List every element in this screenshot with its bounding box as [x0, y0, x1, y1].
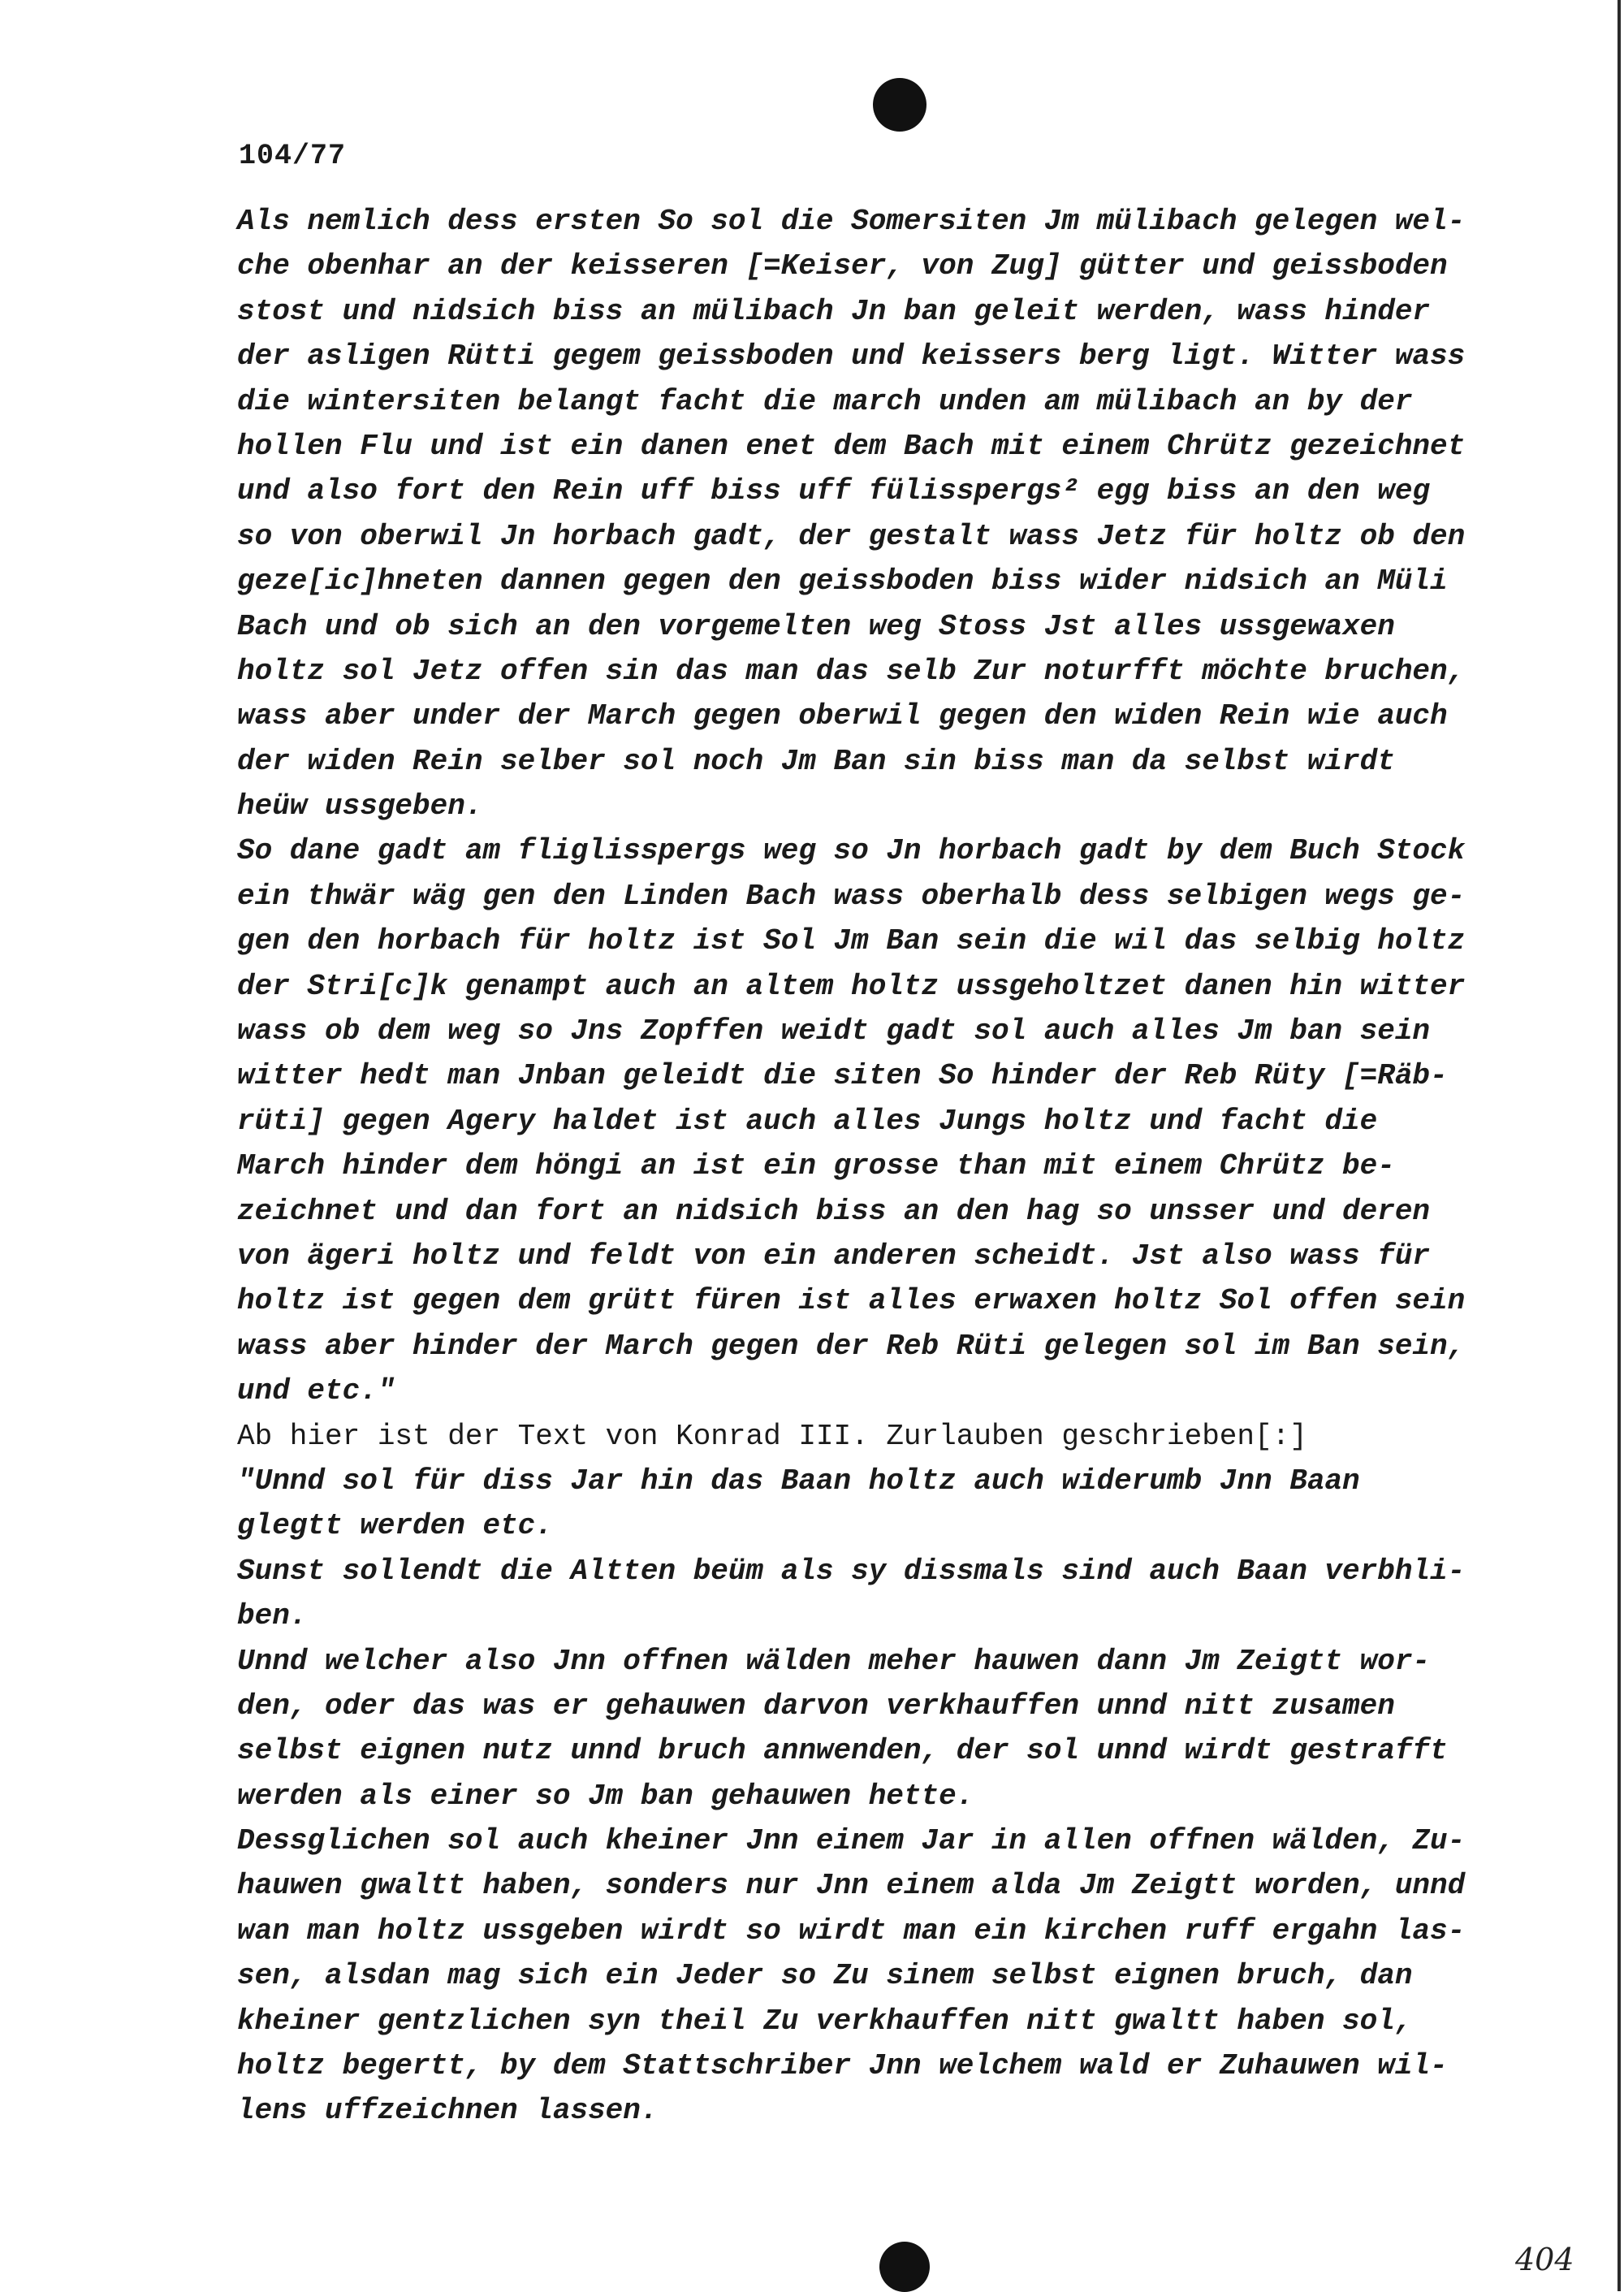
text-line: rüti] gegen Agery haldet ist auch alles Jungs holtz und facht die: [237, 1104, 1378, 1138]
text-line: gen den horbach für holtz ist Sol Jm Ban sein die wil das selbig holtz: [237, 924, 1466, 958]
transcription-text: [237, 199, 1504, 2134]
text-line: wass aber hinder der March gegen der Reb Rüti gelegen sol im Ban sein,: [237, 1329, 1466, 1363]
text-line: wass aber under der March gegen oberwil gegen den widen Rein wie auch: [237, 699, 1448, 733]
text-line: witter hedt man Jnban geleidt die siten So hinder der Reb Rüty [=Räb-: [237, 1059, 1448, 1093]
text-line: kheiner gentzlichen syn theil Zu verkhauffen nitt gwaltt haben sol,: [237, 2004, 1413, 2038]
text-line: March hinder dem höngi an ist ein grosse than mit einem Chrütz be-: [237, 1149, 1395, 1183]
punch-hole-bottom: [879, 2242, 930, 2292]
text-line: Dessglichen sol auch kheiner Jnn einem Jar in allen offnen wälden, Zu-: [237, 1824, 1466, 1858]
text-line: und etc.": [237, 1374, 395, 1408]
text-line: zeichnet und dan fort an nidsich biss an den hag so unsser und deren: [237, 1194, 1431, 1228]
handwritten-page-number: 404: [1515, 2242, 1574, 2277]
text-line: Bach und ob sich an den vorgemelten weg Stoss Jst alles ussgewaxen: [237, 609, 1395, 643]
text-line: werden als einer so Jm ban gehauwen hette.: [237, 1779, 974, 1813]
text-line: che obenhar an der keisseren [=Keiser, von Zug] gütter und geissboden: [237, 249, 1448, 283]
text-line: glegtt werden etc.: [237, 1509, 553, 1543]
text-line: so von oberwil Jn horbach gadt, der gestalt wass Jetz für holtz ob den: [237, 519, 1466, 553]
text-line: "Unnd sol für diss Jar hin das Baan holtz auch widerumb Jnn Baan: [237, 1464, 1360, 1498]
text-line: selbst eignen nutz unnd bruch annwenden, der sol unnd wirdt gestrafft: [237, 1734, 1448, 1768]
text-line: wass ob dem weg so Jns Zopffen weidt gadt sol auch alles Jm ban sein: [237, 1014, 1431, 1049]
text-line: ein thwär wäg gen den Linden Bach wass oberhalb dess selbigen wegs ge-: [237, 879, 1466, 913]
text-line: sen, alsdan mag sich ein Jeder so Zu sinem selbst eignen bruch, dan: [237, 1959, 1413, 1993]
text-line: lens uffzeichnen lassen.: [237, 2094, 659, 2128]
text-line: den, oder das was er gehauwen darvon verkhauffen unnd nitt zusamen: [237, 1689, 1395, 1723]
text-line: ben.: [237, 1599, 308, 1633]
page-identifier: 104/77: [239, 140, 347, 172]
text-line: holtz sol Jetz offen sin das man das selb Zur noturfft möchte bruchen,: [237, 654, 1466, 688]
text-line: der widen Rein selber sol noch Jm Ban sin biss man da selbst wirdt: [237, 744, 1395, 778]
text-line: von ägeri holtz und feldt von ein anderen scheidt. Jst also wass für: [237, 1239, 1431, 1273]
text-line: und also fort den Rein uff biss uff fülisspergs² egg biss an den weg: [237, 474, 1431, 508]
text-line: holtz ist gegen dem grütt füren ist alles erwaxen holtz Sol offen sein: [237, 1284, 1466, 1318]
text-line: wan man holtz ussgeben wirdt so wirdt man ein kirchen ruff ergahn las-: [237, 1914, 1466, 1948]
text-line: Als nemlich dess ersten So sol die Somersiten Jm mülibach gelegen wel-: [237, 205, 1466, 238]
text-line: Unnd welcher also Jnn offnen wälden meher hauwen dann Jm Zeigtt wor-: [237, 1644, 1431, 1678]
text-line: hollen Flu und ist ein danen enet dem Bach mit einem Chrütz gezeichnet: [237, 429, 1466, 463]
text-line: stost und nidsich biss an mülibach Jn ban geleit werden, wass hinder: [237, 294, 1431, 328]
text-line: heüw ussgeben.: [237, 789, 483, 824]
text-line: holtz begertt, by dem Stattschriber Jnn welchem wald er Zuhauwen wil-: [237, 2049, 1448, 2083]
text-line: der Stri[c]k genampt auch an altem holtz ussgeholtzet danen hin witter: [237, 969, 1466, 1003]
text-line: geze[ic]hneten dannen gegen den geissboden biss wider nidsich an Müli: [237, 564, 1448, 599]
text-line: hauwen gwaltt haben, sonders nur Jnn einem alda Jm Zeigtt worden, unnd: [237, 1869, 1466, 1903]
punch-hole-top: [873, 78, 926, 132]
text-line: die wintersiten belangt facht die march unden am mülibach an by der: [237, 384, 1413, 418]
text-line: der asligen Rütti gegem geissboden und keissers berg ligt. Witter wass: [237, 339, 1466, 374]
text-line: Sunst sollendt die Altten beüm als sy dissmals sind auch Baan verbhli-: [237, 1554, 1466, 1588]
text-line: Ab hier ist der Text von Konrad III. Zurlauben geschrieben[:]: [237, 1419, 1307, 1453]
page-edge-line: [1618, 0, 1621, 2291]
text-line: So dane gadt am fliglisspergs weg so Jn horbach gadt by dem Buch Stock: [237, 834, 1466, 868]
